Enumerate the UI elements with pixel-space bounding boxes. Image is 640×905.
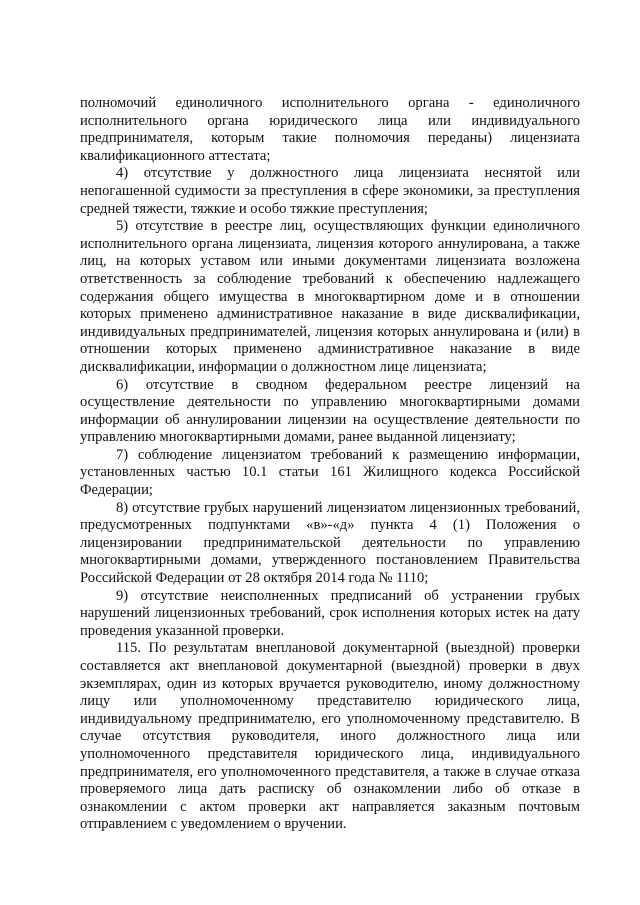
paragraph-item-5: 5) отсутствие в реестре лиц, осуществляющих функции единоличного исполнительного органа лицензиата, лицензия которого аннулирована, а также лиц, на которых уставом или иными документами лицензиата возложена ответственность за соблюдение требований к обеспечению надлежащего содержания общего имущества в многоквартирном доме и в отношении которых применено административное наказание в виде дисквалификации, индивидуальных предпринимателей, лицензия которых аннулирована и (или) в отношении которых применено административное наказание в виде дисквалификации, информации о должностном лице лицензиата; <box>80 218 580 375</box>
paragraph-item-8: 8) отсутствие грубых нарушений лицензиатом лицензионных требований, предусмотренных подпунктами «в»-«д» пункта 4 (1) Положения о лицензировании предпринимательской деятельности по управлению многоквартирными домами, утвержденного постановлением Правительства Российской Федерации от 28 октября 2014 года № 1110; <box>80 499 580 587</box>
paragraph-item-4: 4) отсутствие у должностного лица лицензиата неснятой или непогашенной судимости за преступления в сфере экономики, за преступления средней тяжести, тяжкие и особо тяжкие преступления; <box>80 165 580 217</box>
document-page <box>80 95 580 834</box>
paragraph-item-6: 6) отсутствие в сводном федеральном реестре лицензий на осуществление деятельности по управлению многоквартирными домами информации об аннулировании лицензии на осуществление деятельности по управлению многоквартирными домами, ранее выданной лицензиату; <box>80 376 580 446</box>
paragraph-continuation: полномочий единоличного исполнительного органа - единоличного исполнительного органа юридического лица или индивидуального предпринимателя, которым такие полномочия переданы) лицензиата квалификационного аттестата; <box>80 95 580 164</box>
paragraph-clause-115: 115. По результатам внеплановой документарной (выездной) проверки составляется акт внеплановой документарной (выездной) проверки в двух экземплярах, один из которых вручается руководителю, иному должностному лицу или уполномоченному представителю юридического лица, индивидуальному предпринимателю, его уполномоченному представителю. В случае отсутствия руководителя, иного должностного лица или уполномоченного представителя юридического лица, индивидуального предпринимателя, его уполномоченного представителя, а также в случае отказа проверяемого лица дать расписку об ознакомлении либо об отказе в ознакомлении с актом проверки акт направляется заказным почтовым отправлением с уведомлением о вручении. <box>80 640 580 833</box>
paragraph-item-7: 7) соблюдение лицензиатом требований к размещению информации, установленных частью 10.1 статьи 161 Жилищного кодекса Российской Федерации; <box>80 446 580 499</box>
paragraph-item-9: 9) отсутствие неисполненных предписаний об устранении грубых нарушений лицензионных требований, срок исполнения которых истек на дату проведения указанной проверки. <box>80 587 580 639</box>
